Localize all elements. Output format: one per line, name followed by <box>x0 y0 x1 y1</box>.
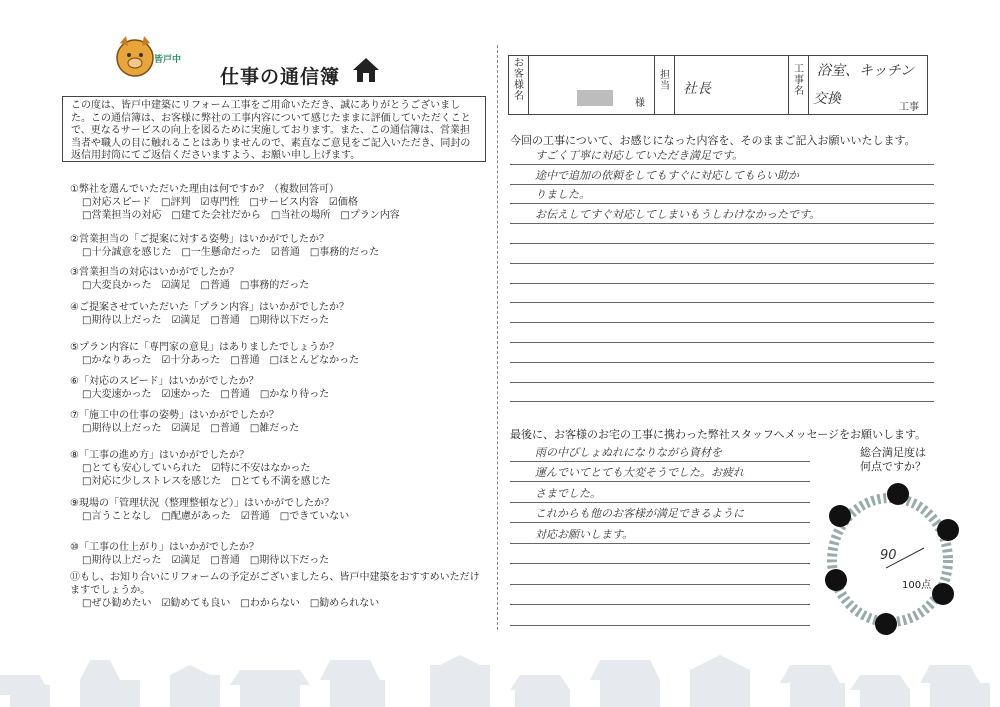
question-options[interactable]: □言うことなし □配慮があった ☑普通 □できていない <box>82 511 350 522</box>
question-2 <box>70 233 480 259</box>
handwritten-line: りました。 <box>535 188 590 202</box>
ruled-line <box>510 563 810 564</box>
handwritten-line: これからも他のお客様が満足できるように <box>535 507 744 520</box>
question-options[interactable]: □十分誠意を感じた □一生懸命だった ☑普通 □事務的だった <box>82 247 380 258</box>
ruled-line <box>510 481 810 482</box>
handwritten-line: さまでした。 <box>535 486 601 500</box>
question-title: ⑩「工事の仕上がり」はいかがでしたか？ <box>70 542 259 553</box>
question-11 <box>70 571 480 610</box>
ruled-line <box>510 604 810 605</box>
page-title: 仕事の通信簿 <box>220 66 341 88</box>
question-options[interactable]: □対応に少しストレスを感じた □とても不満を感じた <box>82 476 331 487</box>
question-options[interactable]: □期待以上だった ☑満足 □普通 □期待以下だった <box>82 315 330 326</box>
question-title: ⑧「工事の進め方」はいかがでしたか？ <box>70 450 249 461</box>
question-options[interactable]: □大変速かった ☑速かった □普通 □かなり待った <box>82 389 330 400</box>
ruled-line <box>510 584 810 585</box>
question-title: ⑦「施工中の仕事の姿勢」はいかがでしたか？ <box>70 410 279 421</box>
ruled-line <box>510 625 810 626</box>
question-5 <box>70 341 480 367</box>
score-label-line-1: 総合満足度は <box>860 446 926 459</box>
staff-label: 担 当 <box>660 70 670 92</box>
question-options[interactable]: □期待以上だった ☑満足 □普通 □期待以下だった <box>82 555 330 566</box>
question-title: ③営業担当の対応はいかがでしたか？ <box>70 267 239 278</box>
question-7 <box>70 409 480 435</box>
handwritten-line: 対応お願いします。 <box>535 527 634 541</box>
ruled-line <box>510 401 934 402</box>
score-label <box>853 446 933 474</box>
ruled-line <box>510 502 810 503</box>
message-prompt: 最後に、お客様のお宅の工事に携わった弊社スタッフへメッセージをお願いします。 <box>510 428 927 441</box>
work-value-1: 浴室、キッチン <box>817 63 915 79</box>
question-options[interactable]: □営業担当の対応 □建てた会社だから □当社の場所 □プラン内容 <box>82 210 400 221</box>
question-9 <box>70 497 480 523</box>
question-title: ④ご提案させていただいた「プラン内容」はいかがでしたか？ <box>70 302 349 313</box>
handwritten-line: すごく丁寧に対応していただき満足です。 <box>535 148 744 162</box>
ruled-line <box>510 243 934 244</box>
work-suffix: 工事 <box>899 102 919 113</box>
handwritten-line: 雨の中びしょぬれになりながら資材を <box>535 445 722 459</box>
ruled-line <box>510 184 934 185</box>
question-8 <box>70 449 480 488</box>
question-options[interactable]: □ぜひ勧めたい ☑勧めても良い □わからない □勧められない <box>82 598 380 609</box>
ruled-line <box>510 223 934 224</box>
ruled-line <box>510 342 934 343</box>
logo-text: 皆戸中 <box>154 55 182 65</box>
ruled-line <box>510 543 810 544</box>
town-silhouette-decoration <box>0 655 1000 707</box>
customer-info-table <box>508 55 928 115</box>
question-options[interactable]: □対応スピード □評判 ☑専門性 □サービス内容 ☑価格 <box>82 197 358 208</box>
question-6 <box>70 375 480 401</box>
question-options[interactable]: □とても安心していられた ☑特に不安はなかった <box>82 463 311 474</box>
company-logo <box>110 28 210 84</box>
question-title: ②営業担当の「ご提案に対する姿勢」はいかがでしたか？ <box>70 234 329 245</box>
question-10 <box>70 541 480 567</box>
question-3 <box>70 266 480 292</box>
question-4 <box>70 301 480 327</box>
ruled-line <box>510 203 934 204</box>
intro-text-box: この度は、皆戸中建築にリフォーム工事をご用命いただき、誠にありがとうございました。この通信簿は、お客様に弊社の工事内容について感じたままに評価していただくことで、更なるサービスの向上を図るために実施しております。また、この通信簿は、営業担当者や職人の目に触れることはありませんので、素直なご意見をご記入いただき、同封の返信用封筒にてご返信くださいますよう、お願い申し上げます。 <box>62 96 486 162</box>
handwritten-line: 途中で追加の依頼をしてもすぐに対応してもらい助か <box>535 168 799 182</box>
staff-value: 社長 <box>683 81 711 97</box>
question-options[interactable]: □かなりあった ☑十分あった □普通 □ほとんどなかった <box>82 355 360 366</box>
score-value: 90 <box>880 548 897 563</box>
ruled-line <box>510 263 934 264</box>
ruled-line <box>510 461 810 462</box>
question-title: ⑨現場の「管理状況（整理整頓など）」はいかがでしたか？ <box>70 498 334 509</box>
ruled-line <box>510 283 934 284</box>
question-title: ⑤プラン内容に「専門家の意見」はありましたでしょうか？ <box>70 342 339 353</box>
redacted-name <box>577 90 613 106</box>
question-title: ①弊社を選んでいただいた理由は何ですか？（複数回答可） <box>70 184 339 195</box>
question-title: ⑪もし、お知り合いにリフォームの予定がございましたら、皆戸中建築をおすすめいただけますでしょうか。 <box>70 572 480 596</box>
handwritten-line: 運んでいてとても大変そうでした。お疲れ <box>535 466 744 479</box>
question-options[interactable]: □期待以上だった ☑満足 □普通 □雑だった <box>82 423 300 434</box>
ruled-line <box>510 362 934 363</box>
work-value-2: 交換 <box>813 91 841 107</box>
feedback-prompt: 今回の工事について、お感じになった内容を、そのままご記入お願いいたします。 <box>510 134 916 147</box>
customer-suffix: 様 <box>635 98 645 109</box>
question-1 <box>70 183 480 222</box>
question-title: ⑥「対応のスピード」はいかがでしたか？ <box>70 376 259 387</box>
work-label: 工 事 名 <box>794 64 804 97</box>
handwritten-line: お伝えしてすぐ対応してしまいもうしわけなかったです。 <box>535 208 821 222</box>
house-icon <box>352 56 380 84</box>
question-options[interactable]: □大変良かった ☑満足 □普通 □事務的だった <box>82 280 310 291</box>
ruled-line <box>510 164 934 165</box>
customer-label: お 客 様 名 <box>514 58 524 102</box>
ruled-line <box>510 302 934 303</box>
page-divider <box>497 45 500 630</box>
score-label-line-2: 何点ですか？ <box>860 460 926 473</box>
ruled-line <box>510 522 810 523</box>
score-max: 100点 <box>902 580 932 591</box>
ruled-line <box>510 322 934 323</box>
ruled-line <box>510 382 934 383</box>
